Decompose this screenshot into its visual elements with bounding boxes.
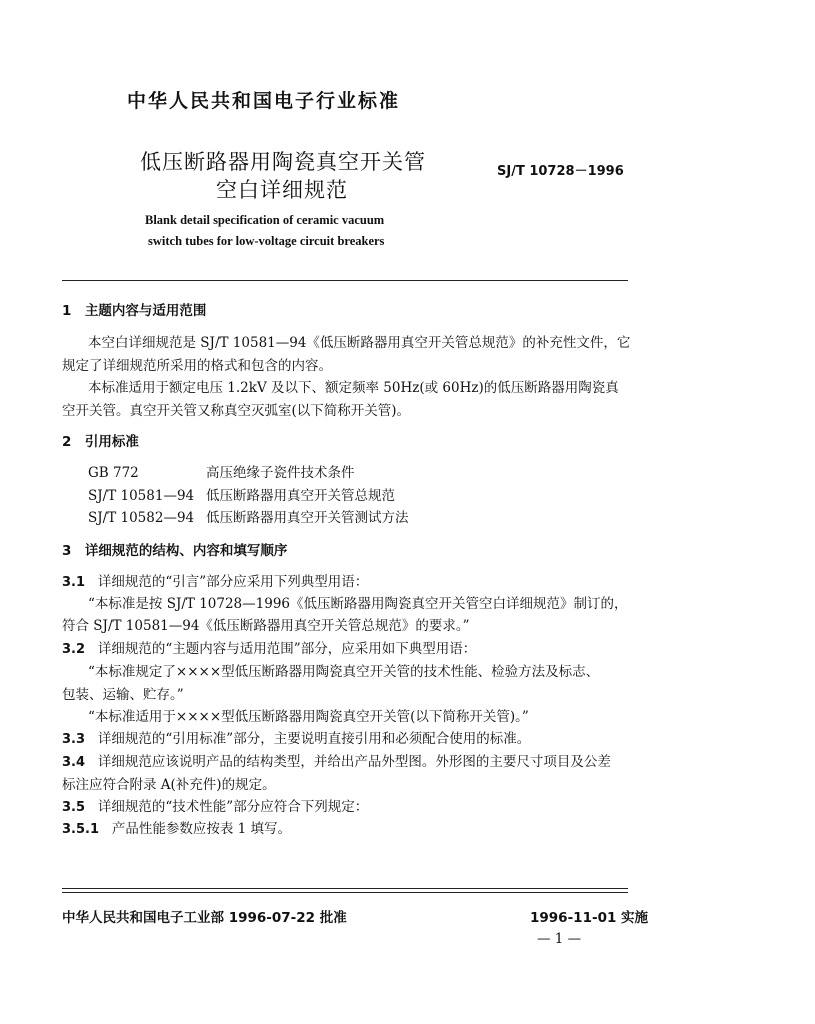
clause-number: 3.2 (62, 642, 86, 657)
clause-text: 详细规范的“主题内容与适用范围”部分，应采用如下典型用语： (97, 641, 477, 657)
clause-3-1-quote-line1: “本标准是按 SJ/T 10728—1996《低压断路器用陶瓷真空开关管空白详细规范》制订的， (88, 596, 628, 612)
effective-date: 1996-11-01 实施 (530, 910, 649, 926)
clause-text: 产品性能参数应按表 1 填写。 (111, 821, 292, 837)
clause-number: 3.5 (62, 800, 86, 815)
section-3-heading: 3 详细规范的结构、内容和填写顺序 (62, 543, 288, 559)
standard-code: SJ/T 10728－1996 (497, 164, 624, 179)
clause-text: 详细规范的“技术性能”部分应符合下列规定： (97, 799, 369, 815)
section-1-para2-line1: 本标准适用于额定电压 1.2kV 及以下、额定频率 50Hz(或 60Hz)的低压断路器用陶瓷真 (88, 380, 619, 396)
clause-3-5 (62, 795, 368, 815)
clause-3-4 (62, 750, 611, 770)
reference-item (88, 461, 355, 481)
standard-header: 中华人民共和国电子行业标准 (127, 90, 401, 112)
title-cn-line2: 空白详细规范 (216, 178, 348, 202)
clause-3-2-quote-line1: “本标准规定了××××型低压断路器用陶瓷真空开关管的技术性能、检验方法及标志、 (88, 664, 600, 680)
section-1-para1-line2: 规定了详细规范所采用的格式和包含的内容。 (62, 358, 332, 374)
clause-text: 详细规范应该说明产品的结构类型，并给出产品外型图。外形图的主要尺寸项目及公差 (97, 754, 611, 770)
reference-code: SJ/T 10581—94 (88, 488, 195, 504)
reference-title: 低压断路器用真空开关管总规范 (206, 488, 395, 504)
clause-3-2-quote-line3: “本标准适用于××××型低压断路器用陶瓷真空开关管(以下简称开关管)。” (88, 709, 529, 725)
reference-code: GB 772 (88, 465, 139, 481)
reference-code: SJ/T 10582—94 (88, 510, 195, 526)
clause-number: 3.3 (62, 732, 86, 747)
section-1-heading: 1 主题内容与适用范围 (62, 303, 207, 319)
title-en-line1: Blank detail specification of ceramic vacuum (145, 213, 385, 227)
footer-rule-top (62, 888, 628, 889)
section-1-para2-line2: 空开关管。真空开关管又称真空灭弧室(以下简称开关管)。 (62, 403, 411, 419)
clause-text: 详细规范的“引用标准”部分，主要说明直接引用和必须配合使用的标准。 (97, 731, 531, 747)
clause-number: 3.5.1 (62, 822, 100, 837)
clause-3-1-quote-line2: 符合 SJ/T 10581—94《低压断路器用真空开关管总规范》的要求。” (62, 618, 470, 634)
clause-number: 3.1 (62, 575, 86, 590)
reference-item (88, 506, 409, 526)
footer-rule-bottom (62, 892, 628, 893)
approval-note: 中华人民共和国电子工业部 1996-07-22 批准 (62, 910, 347, 926)
section-1-para1-line1: 本空白详细规范是 SJ/T 10581—94《低压断路器用真空开关管总规范》的补充性文件，它 (88, 335, 631, 351)
clause-3-2-quote-line2: 包装、运输、贮存。” (62, 687, 184, 703)
clause-3-5-1 (62, 817, 291, 837)
header-rule (62, 280, 628, 281)
reference-title: 低压断路器用真空开关管测试方法 (206, 510, 409, 526)
clause-3-4-line2: 标注应符合附录 A(补充件)的规定。 (62, 777, 276, 793)
title-en-line2: switch tubes for low-voltage circuit breakers (148, 234, 385, 248)
section-2-heading: 2 引用标准 (62, 434, 139, 450)
clause-3-2 (62, 637, 476, 657)
clause-3-1 (62, 570, 368, 590)
reference-title: 高压绝缘子瓷件技术条件 (206, 465, 355, 481)
clause-number: 3.4 (62, 755, 86, 770)
clause-3-3 (62, 727, 530, 747)
page-number: — 1 — (537, 931, 582, 947)
clause-text: 详细规范的“引言”部分应采用下列典型用语： (97, 574, 369, 590)
reference-item (88, 484, 395, 504)
title-cn-line1: 低压断路器用陶瓷真空开关管 (140, 150, 426, 174)
